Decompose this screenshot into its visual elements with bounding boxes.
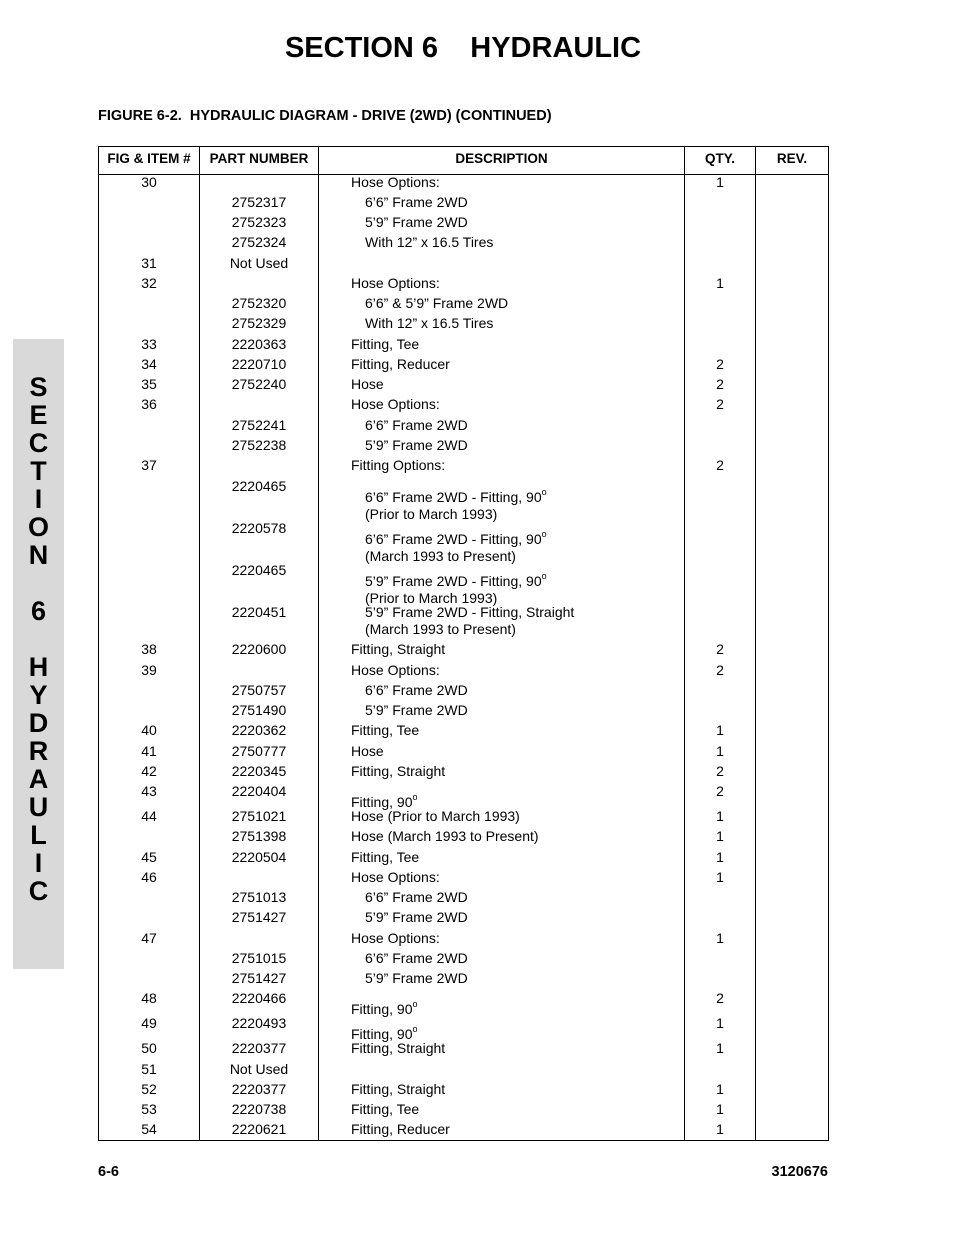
- part-number: 2750757: [231, 682, 287, 698]
- description: [365, 484, 695, 523]
- description: [365, 604, 695, 638]
- description-text: Fitting, 90: [351, 1026, 413, 1042]
- quantity: 2: [716, 376, 724, 392]
- part-number: 2751398: [231, 828, 287, 844]
- description-text: 5’9” Frame 2WD: [365, 909, 468, 925]
- part-number: 2220362: [231, 722, 287, 738]
- item-number: 44: [141, 808, 157, 824]
- document-number: 3120676: [771, 1164, 828, 1180]
- description-text: Hose: [351, 743, 384, 759]
- side-tab-letter: I: [34, 848, 43, 878]
- description: [351, 376, 681, 393]
- item-number: 34: [141, 356, 157, 372]
- part-number: 2220451: [231, 604, 287, 620]
- quantity: 1: [716, 1081, 724, 1097]
- description: [365, 295, 695, 312]
- description: [351, 849, 681, 866]
- side-tab-letter: R: [28, 736, 49, 766]
- description-text: 6’6” Frame 2WD - Fitting, 90: [365, 531, 542, 547]
- quantity: 1: [716, 869, 724, 885]
- description-text: 6’6” Frame 2WD: [365, 417, 468, 433]
- part-number: Not Used: [229, 255, 289, 271]
- description: [351, 869, 681, 886]
- quantity: 2: [716, 396, 724, 412]
- quantity: 1: [716, 1121, 724, 1137]
- side-tab-letter: L: [30, 820, 47, 850]
- column-divider: [755, 147, 756, 1140]
- page-number: 6-6: [98, 1164, 119, 1180]
- description-text: With 12” x 16.5 Tires: [365, 315, 494, 331]
- degree-symbol: o: [541, 571, 547, 581]
- header-part-number: PART NUMBER: [209, 151, 309, 166]
- part-number: 2220404: [231, 783, 287, 799]
- part-number: 2751015: [231, 950, 287, 966]
- item-number: 33: [141, 336, 157, 352]
- part-number: 2751013: [231, 889, 287, 905]
- item-number: 35: [141, 376, 157, 392]
- part-number: 2751427: [231, 909, 287, 925]
- parts-table: [98, 146, 829, 1141]
- part-number: 2220345: [231, 763, 287, 779]
- description: [351, 457, 681, 474]
- side-tab-letter: H: [28, 652, 49, 682]
- item-number: 32: [141, 275, 157, 291]
- item-number: 47: [141, 930, 157, 946]
- part-number: 2220493: [231, 1015, 287, 1031]
- description-text: Hose Options:: [351, 275, 440, 291]
- description-note: (Prior to March 1993): [365, 506, 498, 522]
- description-text: Fitting, Reducer: [351, 1121, 450, 1137]
- description-text: Fitting, Straight: [351, 763, 446, 779]
- part-number: 2750777: [231, 743, 287, 759]
- item-number: 39: [141, 662, 157, 678]
- description-text: Fitting, Reducer: [351, 356, 450, 372]
- part-number: 2220504: [231, 849, 287, 865]
- degree-symbol: o: [541, 529, 547, 539]
- description: [351, 356, 681, 373]
- description: [351, 743, 681, 760]
- quantity: 1: [716, 1040, 724, 1056]
- description-note: (March 1993 to Present): [365, 548, 516, 564]
- description: [351, 275, 681, 292]
- quantity: 1: [716, 808, 724, 824]
- item-number: 53: [141, 1101, 157, 1117]
- description-text: Fitting, 90: [351, 794, 413, 810]
- part-number: 2220710: [231, 356, 287, 372]
- item-number: 36: [141, 396, 157, 412]
- description: [365, 194, 695, 211]
- description-text: Fitting, Straight: [351, 641, 446, 657]
- part-number: 2752320: [231, 295, 287, 311]
- quantity: 2: [716, 641, 724, 657]
- description: [351, 1101, 681, 1118]
- part-number: 2220363: [231, 336, 287, 352]
- description-text: Fitting, 90: [351, 1001, 413, 1017]
- description-text: Hose Options:: [351, 662, 440, 678]
- column-divider: [318, 147, 319, 1140]
- side-tab-letters: [13, 373, 64, 905]
- quantity: 2: [716, 763, 724, 779]
- figure-title: FIGURE 6-2. HYDRAULIC DIAGRAM - DRIVE (2WD) (CONTINUED): [98, 108, 552, 124]
- description: [351, 763, 681, 780]
- description-text: 5’9” Frame 2WD: [365, 702, 468, 718]
- item-number: 37: [141, 457, 157, 473]
- description-text: 6’6” Frame 2WD: [365, 889, 468, 905]
- item-number: 49: [141, 1015, 157, 1031]
- description: [351, 996, 681, 1018]
- description: [365, 568, 695, 607]
- description-text: 5’9” Frame 2WD - Fitting, 90: [365, 573, 542, 589]
- side-tab-letter: U: [28, 792, 49, 822]
- part-number: 2751490: [231, 702, 287, 718]
- side-tab-letter: T: [30, 456, 47, 486]
- side-tab-letter: I: [34, 484, 43, 514]
- description: [351, 641, 681, 658]
- degree-symbol: o: [412, 792, 418, 802]
- description: [365, 437, 695, 454]
- quantity: 2: [716, 990, 724, 1006]
- side-tab-letter: A: [28, 764, 49, 794]
- description-text: Fitting Options:: [351, 457, 446, 473]
- description-text: Fitting, Tee: [351, 849, 420, 865]
- description-note: (March 1993 to Present): [365, 621, 516, 637]
- description-text: Hose (March 1993 to Present): [351, 828, 539, 844]
- quantity: 1: [716, 1015, 724, 1031]
- item-number: 38: [141, 641, 157, 657]
- quantity: 1: [716, 722, 724, 738]
- description-text: 5’9” Frame 2WD: [365, 970, 468, 986]
- description-text: Hose Options:: [351, 869, 440, 885]
- description: [365, 234, 695, 251]
- quantity: 2: [716, 457, 724, 473]
- part-number: Not Used: [229, 1061, 289, 1077]
- description-text: 5’9” Frame 2WD: [365, 214, 468, 230]
- item-number: 48: [141, 990, 157, 1006]
- side-tab-letter: C: [28, 876, 49, 906]
- part-number: 2220465: [231, 562, 287, 578]
- description: [365, 682, 695, 699]
- part-number: 2220600: [231, 641, 287, 657]
- side-tab-letter: N: [28, 540, 49, 570]
- quantity: 1: [716, 930, 724, 946]
- header-fig-item: FIG & ITEM #: [107, 151, 191, 166]
- description: [365, 950, 695, 967]
- description-text: Fitting, Straight: [351, 1081, 446, 1097]
- description: [351, 174, 681, 191]
- description-text: 6’6” & 5’9” Frame 2WD: [365, 295, 509, 311]
- part-number: 2751427: [231, 970, 287, 986]
- item-number: 46: [141, 869, 157, 885]
- description: [351, 336, 681, 353]
- description: [351, 1081, 681, 1098]
- quantity: 1: [716, 174, 724, 190]
- part-number: 2752324: [231, 234, 287, 250]
- side-tab-letter: O: [27, 512, 49, 542]
- description-text: Hose Options:: [351, 396, 440, 412]
- description: [365, 214, 695, 231]
- quantity: 1: [716, 275, 724, 291]
- description-text: 6’6” Frame 2WD - Fitting, 90: [365, 489, 542, 505]
- quantity: 2: [716, 783, 724, 799]
- item-number: 41: [141, 743, 157, 759]
- item-number: 43: [141, 783, 157, 799]
- description: [365, 889, 695, 906]
- part-number: 2220621: [231, 1121, 287, 1137]
- header-rev: REV.: [776, 151, 808, 166]
- part-number: 2752241: [231, 417, 287, 433]
- header-description: DESCRIPTION: [455, 151, 548, 166]
- item-number: 52: [141, 1081, 157, 1097]
- part-number: 2220738: [231, 1101, 287, 1117]
- quantity: 1: [716, 828, 724, 844]
- description: [351, 1040, 681, 1057]
- quantity: 1: [716, 1101, 724, 1117]
- description-text: Fitting, Tee: [351, 1101, 420, 1117]
- item-number: 42: [141, 763, 157, 779]
- part-number: 2220377: [231, 1040, 287, 1056]
- description-text: Fitting, Tee: [351, 722, 420, 738]
- part-number: 2752317: [231, 194, 287, 210]
- side-tab-letter: 6: [30, 596, 47, 626]
- part-number: 2752329: [231, 315, 287, 331]
- item-number: 31: [141, 255, 157, 271]
- description-text: With 12” x 16.5 Tires: [365, 234, 494, 250]
- description-text: Fitting, Tee: [351, 336, 420, 352]
- side-tab-letter: S: [29, 372, 48, 402]
- description: [365, 315, 695, 332]
- side-tab-letter: E: [29, 400, 48, 430]
- item-number: 40: [141, 722, 157, 738]
- description: [351, 722, 681, 739]
- description: [351, 396, 681, 413]
- part-number: 2751021: [231, 808, 287, 824]
- item-number: 45: [141, 849, 157, 865]
- description-text: 6’6” Frame 2WD: [365, 950, 468, 966]
- description-text: 6’6” Frame 2WD: [365, 682, 468, 698]
- description: [365, 702, 695, 719]
- description-text: Hose: [351, 376, 384, 392]
- description: [365, 417, 695, 434]
- description-text: Hose Options:: [351, 930, 440, 946]
- quantity: 1: [716, 743, 724, 759]
- part-number: 2220465: [231, 478, 287, 494]
- description-text: 5’9” Frame 2WD: [365, 437, 468, 453]
- description-text: 5’9” Frame 2WD - Fitting, Straight: [365, 604, 575, 620]
- description: [365, 526, 695, 565]
- part-number: 2220466: [231, 990, 287, 1006]
- description: [351, 808, 681, 825]
- description: [351, 662, 681, 679]
- part-number: 2752323: [231, 214, 287, 230]
- table-header: [99, 147, 828, 175]
- item-number: 54: [141, 1121, 157, 1137]
- item-number: 30: [141, 174, 157, 190]
- description-text: Hose Options:: [351, 174, 440, 190]
- description: [351, 1121, 681, 1138]
- header-qty: QTY.: [704, 151, 735, 166]
- section-side-tab: [13, 339, 64, 969]
- part-number: 2752238: [231, 437, 287, 453]
- description: [365, 909, 695, 926]
- item-number: 51: [141, 1061, 157, 1077]
- side-tab-letter: Y: [29, 680, 48, 710]
- degree-symbol: o: [412, 1024, 418, 1034]
- quantity: 1: [716, 849, 724, 865]
- description: [351, 930, 681, 947]
- description-text: Hose (Prior to March 1993): [351, 808, 520, 824]
- page-title: SECTION 6 HYDRAULIC: [284, 32, 642, 64]
- degree-symbol: o: [412, 999, 418, 1009]
- item-number: 50: [141, 1040, 157, 1056]
- side-tab-letter: C: [28, 428, 49, 458]
- part-number: 2752240: [231, 376, 287, 392]
- side-tab-letter: D: [28, 708, 49, 738]
- description: [365, 970, 695, 987]
- description-note: (Prior to March 1993): [365, 590, 498, 606]
- degree-symbol: o: [541, 487, 547, 497]
- description-text: Fitting, Straight: [351, 1040, 446, 1056]
- description-text: 6’6” Frame 2WD: [365, 194, 468, 210]
- quantity: 2: [716, 662, 724, 678]
- quantity: 2: [716, 356, 724, 372]
- part-number: 2220377: [231, 1081, 287, 1097]
- description: [351, 828, 681, 845]
- part-number: 2220578: [231, 520, 287, 536]
